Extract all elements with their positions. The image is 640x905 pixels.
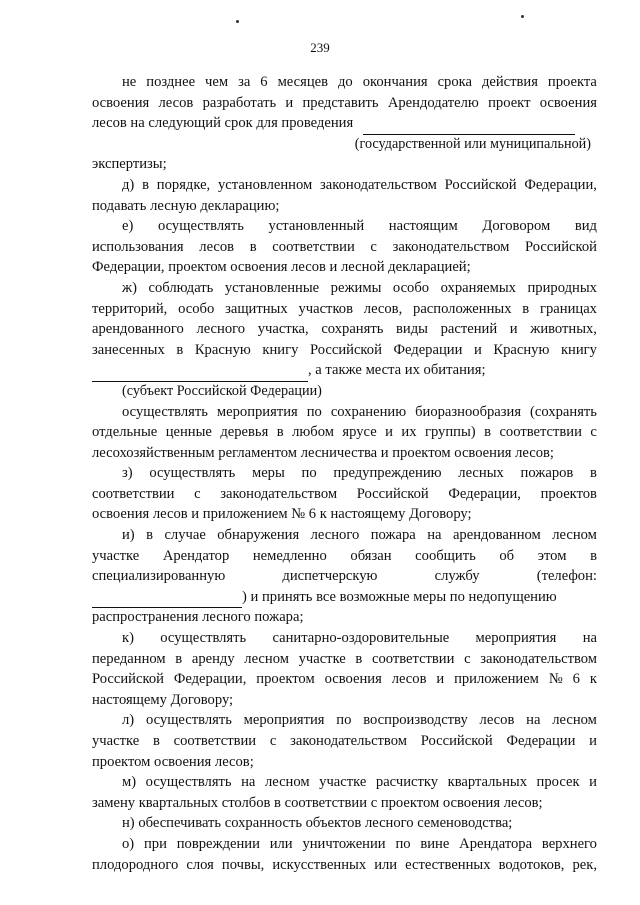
text-line — [92, 546, 597, 567]
word: осуществлять — [145, 712, 232, 729]
word: за — [238, 74, 251, 90]
word: чем — [205, 74, 229, 90]
text-line — [92, 422, 597, 443]
text-line — [92, 834, 597, 855]
word: сообщить — [415, 547, 476, 564]
word: санитарно-оздоровительные — [272, 630, 450, 647]
word: з) — [122, 465, 133, 482]
word: осуществлять — [145, 774, 232, 791]
word: соответствии — [92, 485, 175, 502]
word: лесов — [391, 671, 427, 688]
word: в — [522, 300, 530, 317]
word: по — [336, 712, 352, 729]
word: немедленно — [252, 547, 327, 564]
text-line — [92, 587, 597, 608]
word: 6 — [572, 671, 580, 688]
word: соответствии — [272, 238, 355, 255]
word: Российской — [525, 238, 597, 255]
word: Российской — [420, 733, 493, 749]
text-line — [92, 525, 597, 546]
text-line — [92, 93, 597, 114]
blank-field — [92, 587, 242, 609]
word: охраняемых — [440, 279, 516, 296]
word: вид — [574, 218, 597, 235]
word: Арендодателю — [387, 94, 479, 111]
word: с — [194, 485, 201, 502]
word: арендованного — [92, 321, 184, 338]
word: участке — [319, 774, 367, 791]
word: режимы — [330, 279, 382, 296]
word: (сохранять — [530, 403, 597, 420]
word: предупреждению — [333, 465, 442, 482]
word: окончания — [362, 74, 428, 90]
text-line — [92, 855, 597, 876]
word: в — [146, 527, 154, 544]
word: не — [122, 74, 137, 90]
word: и — [589, 733, 597, 749]
word: Федерации, — [524, 176, 597, 193]
word: воспроизводству — [363, 712, 468, 729]
word: ценные — [165, 424, 212, 441]
word: любом — [292, 424, 334, 441]
word: м) — [122, 774, 137, 791]
word: соответствии — [173, 733, 257, 749]
text-line — [92, 772, 597, 793]
word: и — [589, 774, 597, 791]
word: биоразнообразия — [415, 403, 522, 420]
word: Договором — [482, 218, 551, 235]
word: специализированную — [92, 568, 226, 585]
text-line — [92, 402, 597, 423]
word: Российской — [309, 341, 382, 358]
word: квартальных — [447, 774, 527, 791]
word: расположенных — [413, 300, 512, 317]
word: ярусе — [342, 424, 377, 441]
text-line: лесохозяйственным регламентом лесничества и проектом освоения лесов; — [92, 444, 554, 461]
word: лесов, — [363, 300, 403, 317]
word: законодательством — [392, 238, 510, 255]
word: осуществлять — [122, 403, 208, 420]
word: естественных — [405, 856, 491, 873]
word: соответствии — [499, 424, 582, 441]
word: защитных — [225, 300, 288, 317]
text-line — [92, 463, 597, 484]
text-line: освоения лесов и приложением № 6 к настоящему Договору; — [92, 506, 472, 523]
word: настоящим — [388, 218, 458, 235]
word: обязан — [350, 547, 392, 564]
word: участков — [298, 300, 353, 317]
text-line — [92, 72, 597, 93]
scan-dot — [236, 20, 239, 23]
word: и — [436, 671, 445, 688]
word: на — [526, 712, 541, 729]
word: приложением — [454, 671, 539, 688]
field-caption: (государственной или муниципальной) — [354, 135, 591, 152]
word: лесного — [310, 527, 360, 544]
word: территорий, — [92, 300, 168, 317]
word: их — [401, 424, 417, 441]
word: на — [582, 630, 597, 647]
word: при — [143, 835, 167, 852]
word: особо — [392, 279, 430, 296]
text-line — [92, 340, 597, 361]
page-number: 239 — [310, 40, 330, 55]
text-line — [92, 237, 597, 258]
word: почвы, — [221, 856, 265, 873]
word: Российской — [444, 176, 517, 193]
word: лесов — [199, 238, 235, 255]
word: участке — [92, 733, 140, 749]
word: об — [499, 547, 515, 564]
word: законодательством — [320, 176, 437, 193]
word: отдельные — [92, 424, 158, 441]
word: пожаров — [520, 465, 574, 482]
word: или — [269, 835, 293, 852]
word: освоения — [539, 94, 597, 111]
blank-field — [363, 113, 575, 135]
word: Красную — [493, 341, 550, 358]
word: вине — [420, 835, 450, 852]
text-line — [92, 628, 597, 649]
word: в — [484, 424, 491, 441]
word: в — [249, 238, 257, 255]
word: просек — [536, 774, 580, 791]
word: с — [269, 733, 277, 749]
word: Арендатор — [162, 547, 230, 564]
word: по — [395, 835, 411, 852]
word: 6 — [260, 74, 268, 90]
word: группы) — [424, 424, 476, 441]
word: соответствии — [371, 650, 455, 667]
word: Красную — [194, 341, 251, 358]
word: и — [285, 94, 294, 111]
word: проектов — [540, 485, 597, 502]
word: природных — [527, 279, 597, 296]
word: Федерации — [506, 733, 576, 749]
word: Арендатора — [459, 835, 533, 852]
text-line — [92, 566, 597, 587]
word: представить — [302, 94, 379, 111]
word: сохранять — [321, 321, 384, 338]
text-line — [92, 216, 597, 237]
text-line — [92, 710, 597, 731]
word: е) — [122, 218, 134, 235]
text-line: проектом освоения лесов; — [92, 753, 254, 770]
word: лесов — [479, 712, 515, 729]
word: проекта — [547, 74, 597, 90]
word: повреждении — [176, 835, 260, 852]
word: мероприятия — [475, 630, 557, 647]
word: № — [548, 671, 563, 688]
word: лесном — [552, 527, 597, 544]
word: освоения — [92, 94, 150, 111]
word: и — [509, 321, 518, 338]
word: разработать — [202, 94, 277, 111]
word: в — [175, 650, 183, 667]
word: на — [241, 774, 256, 791]
word: участке — [92, 547, 140, 564]
word: случае — [164, 527, 206, 544]
text-segment: ) и принять все возможные меры по недопущению — [242, 588, 557, 605]
word: использования — [92, 238, 184, 255]
text-line — [92, 175, 597, 196]
text-line — [92, 484, 597, 505]
word: в — [276, 424, 284, 441]
word: в — [590, 547, 597, 564]
text-line: н) обеспечивать сохранность объектов лесного семеноводства; — [122, 815, 513, 832]
word: в — [176, 341, 184, 358]
word: с — [464, 650, 471, 667]
word: лесных — [458, 465, 504, 482]
word: книгу — [560, 341, 597, 358]
document-body — [92, 72, 597, 875]
word: животных, — [530, 321, 597, 338]
word: проект — [488, 94, 531, 111]
word: плодородного — [92, 856, 179, 873]
word: законодательством — [290, 733, 407, 749]
word: книгу — [262, 341, 299, 358]
word: порядке, — [156, 176, 211, 193]
word: по — [301, 465, 317, 482]
word: и) — [122, 527, 135, 544]
word: мероприятия — [243, 712, 325, 729]
word: Российской — [92, 671, 164, 688]
word: в — [355, 650, 363, 667]
word: рек, — [572, 856, 597, 873]
word: особо — [178, 300, 215, 317]
word: этом — [537, 547, 567, 564]
text-line: Федерации, проектом освоения лесов и лесной декларацией; — [92, 259, 471, 276]
word: переданном — [92, 650, 166, 667]
text-line: распространения лесного пожара; — [92, 609, 304, 626]
word: участке — [298, 650, 346, 667]
word: Федерации — [393, 341, 463, 358]
word: аренду — [191, 650, 235, 667]
word: с — [590, 424, 597, 441]
word: виды — [396, 321, 428, 338]
word: водотоков, — [498, 856, 565, 873]
word: лесного — [196, 321, 246, 338]
text-line — [92, 319, 597, 340]
word: осуществлять — [157, 218, 244, 235]
word: позднее — [146, 74, 196, 90]
word: слоя — [186, 856, 214, 873]
word: пожара — [370, 527, 416, 544]
text-line — [92, 299, 597, 320]
word: на — [427, 527, 442, 544]
word: к) — [122, 630, 134, 647]
word: о) — [122, 835, 135, 852]
word: и — [385, 424, 393, 441]
word: лесном — [244, 650, 289, 667]
word: соблюдать — [148, 279, 214, 296]
word: Федерации, — [173, 671, 247, 688]
word: месяцев — [277, 74, 329, 90]
word: мероприятия — [216, 403, 298, 420]
word: деревья — [220, 424, 269, 441]
word: срока — [437, 74, 472, 90]
word: в — [142, 176, 149, 193]
scan-dot — [521, 15, 524, 18]
text-segment: , а также места их обитания; — [308, 362, 486, 379]
word: осуществлять — [160, 630, 247, 647]
word: д) — [122, 176, 135, 193]
word: уничтожении — [302, 835, 386, 852]
word: диспетчерскую — [282, 568, 378, 585]
word: установленный — [268, 218, 365, 235]
word: л) — [122, 712, 135, 729]
word: или — [374, 856, 398, 873]
word: лесном — [264, 774, 310, 791]
text-line — [92, 649, 597, 670]
text-line — [92, 669, 597, 690]
word: верхнего — [541, 835, 597, 852]
word: занесенных — [92, 341, 165, 358]
word: растений — [440, 321, 498, 338]
word: лесов — [158, 94, 194, 111]
text-line — [92, 360, 597, 381]
text-segment: лесов на следующий срок для проведения — [92, 115, 354, 132]
text-line: замену квартальных столбов в соответствии с проектом освоения лесов; — [92, 794, 543, 811]
word: арендованном — [452, 527, 541, 544]
word: до — [337, 74, 353, 90]
word: ж) — [122, 279, 137, 296]
word: в — [590, 465, 597, 482]
field-caption: (субъект Российской Федерации) — [122, 382, 322, 399]
text-line: экспертизы; — [92, 156, 167, 173]
word: меры — [251, 465, 285, 482]
word: искусственных — [272, 856, 367, 873]
word: обнаружения — [217, 527, 300, 544]
word: установленном — [218, 176, 313, 193]
word: к — [589, 671, 597, 688]
word: участка, — [257, 321, 309, 338]
word: службу — [434, 568, 480, 585]
blank-field — [92, 360, 308, 382]
word: с — [370, 238, 377, 255]
text-line — [92, 113, 597, 134]
word: Российской — [356, 485, 429, 502]
text-line — [92, 731, 597, 752]
word: установленные — [224, 279, 320, 296]
word: расчистку — [375, 774, 439, 791]
word: в — [152, 733, 160, 749]
word: осуществлять — [149, 465, 236, 482]
text-line: подавать лесную декларацию; — [92, 197, 280, 214]
word: проектом — [256, 671, 315, 688]
word: законодательством — [220, 485, 338, 502]
word: и — [473, 341, 482, 358]
word: Федерации, — [448, 485, 521, 502]
word: лесном — [552, 712, 597, 729]
word: действия — [481, 74, 538, 90]
word: сохранению — [330, 403, 407, 420]
text-line — [92, 278, 597, 299]
word: по — [306, 403, 322, 420]
word: границах — [540, 300, 597, 317]
word: освоения — [324, 671, 382, 688]
text-line: настоящему Договору; — [92, 691, 234, 708]
word: (телефон: — [536, 568, 597, 585]
word: законодательством — [480, 650, 597, 667]
